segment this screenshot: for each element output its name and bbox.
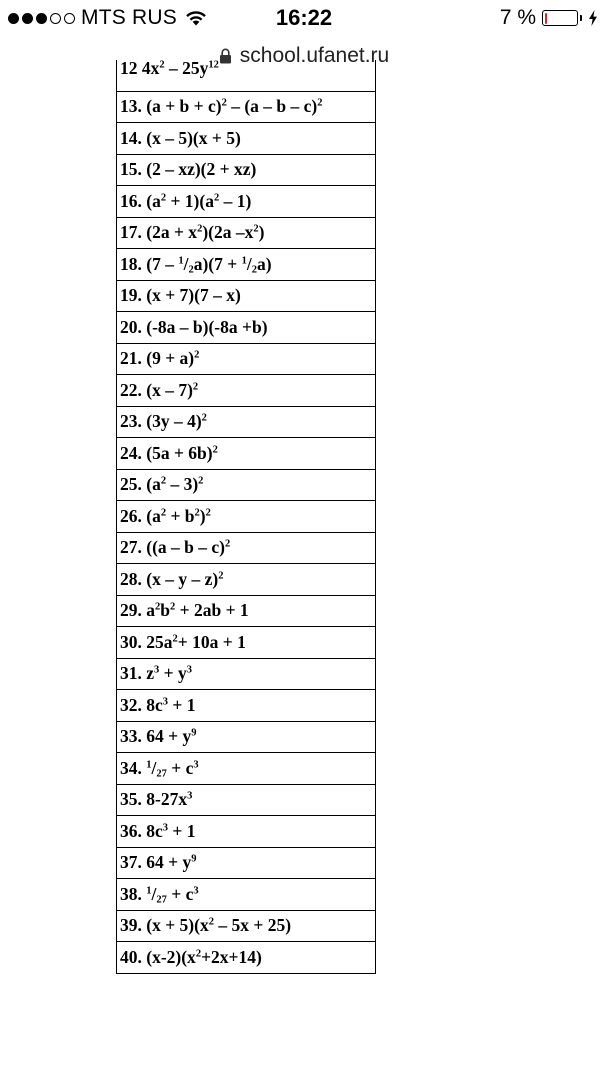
- exercise-cell: [117, 91, 376, 123]
- table-row: [117, 406, 376, 438]
- exercise-cell: [117, 186, 376, 218]
- battery-percent: 7 %: [499, 6, 536, 29]
- charging-bolt-icon: [588, 10, 598, 26]
- exercise-text: 13. $(a + b + c)^2 - (a - b - c)^2$: [120, 96, 323, 116]
- status-right: [500, 6, 598, 30]
- table-row: [117, 312, 376, 344]
- exercise-cell: [117, 910, 376, 942]
- exercise-cell: [117, 753, 376, 785]
- exercise-text: 17. $(2a + x^2)(2a$ $-x^2$): [120, 222, 265, 242]
- exercise-cell: [117, 57, 376, 91]
- table-row: [117, 438, 376, 470]
- exercise-text: 40. $(x-2)(x^2+2x+14)$: [120, 946, 262, 967]
- exercise-cell: [117, 690, 376, 722]
- table-row: [117, 375, 376, 407]
- status-bar: [0, 0, 608, 38]
- table-row: [117, 627, 376, 659]
- table-row: [117, 186, 376, 218]
- table-row: [117, 501, 376, 533]
- exercise-text: 35. $8-27x^3$: [120, 789, 193, 809]
- table-row: [117, 469, 376, 501]
- exercise-cell: [117, 154, 376, 186]
- exercise-text: 23. (3y – 4)$^2$: [120, 411, 207, 431]
- table-row: [117, 564, 376, 596]
- exercise-cell: [117, 217, 376, 249]
- table-row: [117, 60, 376, 91]
- battery-level-fill: [545, 13, 547, 24]
- exercise-text: 30. $25a^2+ 10a + 1$: [120, 631, 246, 652]
- table-row: [117, 249, 376, 281]
- table-row: [117, 690, 376, 722]
- table-row: [117, 280, 376, 312]
- exercise-cell: [117, 847, 376, 879]
- exercise-cell: [117, 784, 376, 816]
- table-row: [117, 154, 376, 186]
- table-row: [117, 123, 376, 155]
- table-row: [117, 942, 376, 974]
- table-row: [117, 879, 376, 911]
- exercise-cell: [117, 564, 376, 596]
- exercise-cell: [117, 280, 376, 312]
- table-row: [117, 910, 376, 942]
- table-row: [117, 658, 376, 690]
- exercise-cell: [117, 312, 376, 344]
- table-row: [117, 217, 376, 249]
- exercise-text: 21. $(9 + a)^2$: [120, 348, 200, 368]
- exercise-text: 15. (2 – xz)(2 + xz): [120, 159, 257, 179]
- exercise-cell: [117, 816, 376, 848]
- exercise-text: 16. $(a^2 + 1)(a^2 - 1)$: [120, 190, 252, 211]
- exercise-cell: [117, 343, 376, 375]
- exercise-cell: [117, 438, 376, 470]
- exercise-table: [116, 57, 376, 974]
- exercise-cell: [117, 249, 376, 281]
- exercise-text: 22. (x – 7)$^2$: [120, 379, 199, 400]
- exercise-cell: [117, 501, 376, 533]
- clock: 16:22: [275, 5, 333, 30]
- exercise-text: 38. $^1/_{27} + c^3$: [120, 883, 199, 906]
- exercise-cell: [117, 595, 376, 627]
- exercise-text: 34. $^1/_{27} + c^3$: [120, 757, 199, 780]
- exercise-text: 26. $(a^2 + b^2)^2$: [120, 505, 211, 526]
- battery-icon: [542, 10, 578, 26]
- exercise-text: 24. $(5a + 6b)^2$: [120, 442, 218, 463]
- table-row: [117, 91, 376, 123]
- table-row: [117, 816, 376, 848]
- exercise-cell: [117, 406, 376, 438]
- table-row: [117, 847, 376, 879]
- exercise-cell: [117, 532, 376, 564]
- exercise-text: 32. $8c^3 + 1$: [120, 694, 196, 715]
- exercise-cell: [117, 469, 376, 501]
- exercise-text: 29. $a^2b^2 + 2ab + 1$: [120, 600, 249, 620]
- exercise-text: 18. $(7 - ^1/_2a)(7 + ^1/_2a)$: [120, 253, 272, 276]
- exercise-text: 12 $4x^2 - 25y^{12}$: [120, 57, 219, 78]
- table-row: [117, 595, 376, 627]
- exercise-text: 25. $(a^2 - 3)^2$: [120, 474, 204, 494]
- exercise-text: 14. (x – 5)(x + 5): [120, 127, 241, 148]
- exercise-cell: [117, 627, 376, 659]
- carrier-name: MTS RUS: [81, 6, 177, 29]
- table-row: [117, 721, 376, 753]
- exercise-text: 28. (x – y – z)$^2$: [120, 568, 224, 589]
- exercise-text: 19. (x + 7)(7 – x): [120, 285, 241, 305]
- web-page-content[interactable]: [0, 57, 608, 1080]
- exercise-cell: [117, 658, 376, 690]
- url-text: school.ufanet.ru: [239, 44, 390, 67]
- exercise-text: 33. $64 + y^9$: [120, 726, 197, 746]
- exercise-cell: [117, 879, 376, 911]
- exercise-text: 31. $z^3 + y^3$: [120, 663, 193, 683]
- exercise-cell: [117, 375, 376, 407]
- battery-cap: [580, 15, 582, 21]
- exercise-cell: [117, 721, 376, 753]
- table-row: [117, 784, 376, 816]
- table-row: [117, 532, 376, 564]
- exercise-text: 27. ((a – b – c)$^2$: [120, 537, 231, 557]
- exercise-text: 36. $8c^3 + 1$: [120, 820, 196, 841]
- exercise-text: 20. (-8a – b)(-8a +b): [120, 316, 268, 337]
- exercise-cell: [117, 942, 376, 974]
- table-row: [117, 343, 376, 375]
- exercise-text: 39. $(x + 5)(x^2 - 5x + 25)$: [120, 915, 292, 935]
- table-row: [117, 753, 376, 785]
- exercise-text: 37. $64 + y^9$: [120, 852, 197, 872]
- exercise-cell: [117, 123, 376, 155]
